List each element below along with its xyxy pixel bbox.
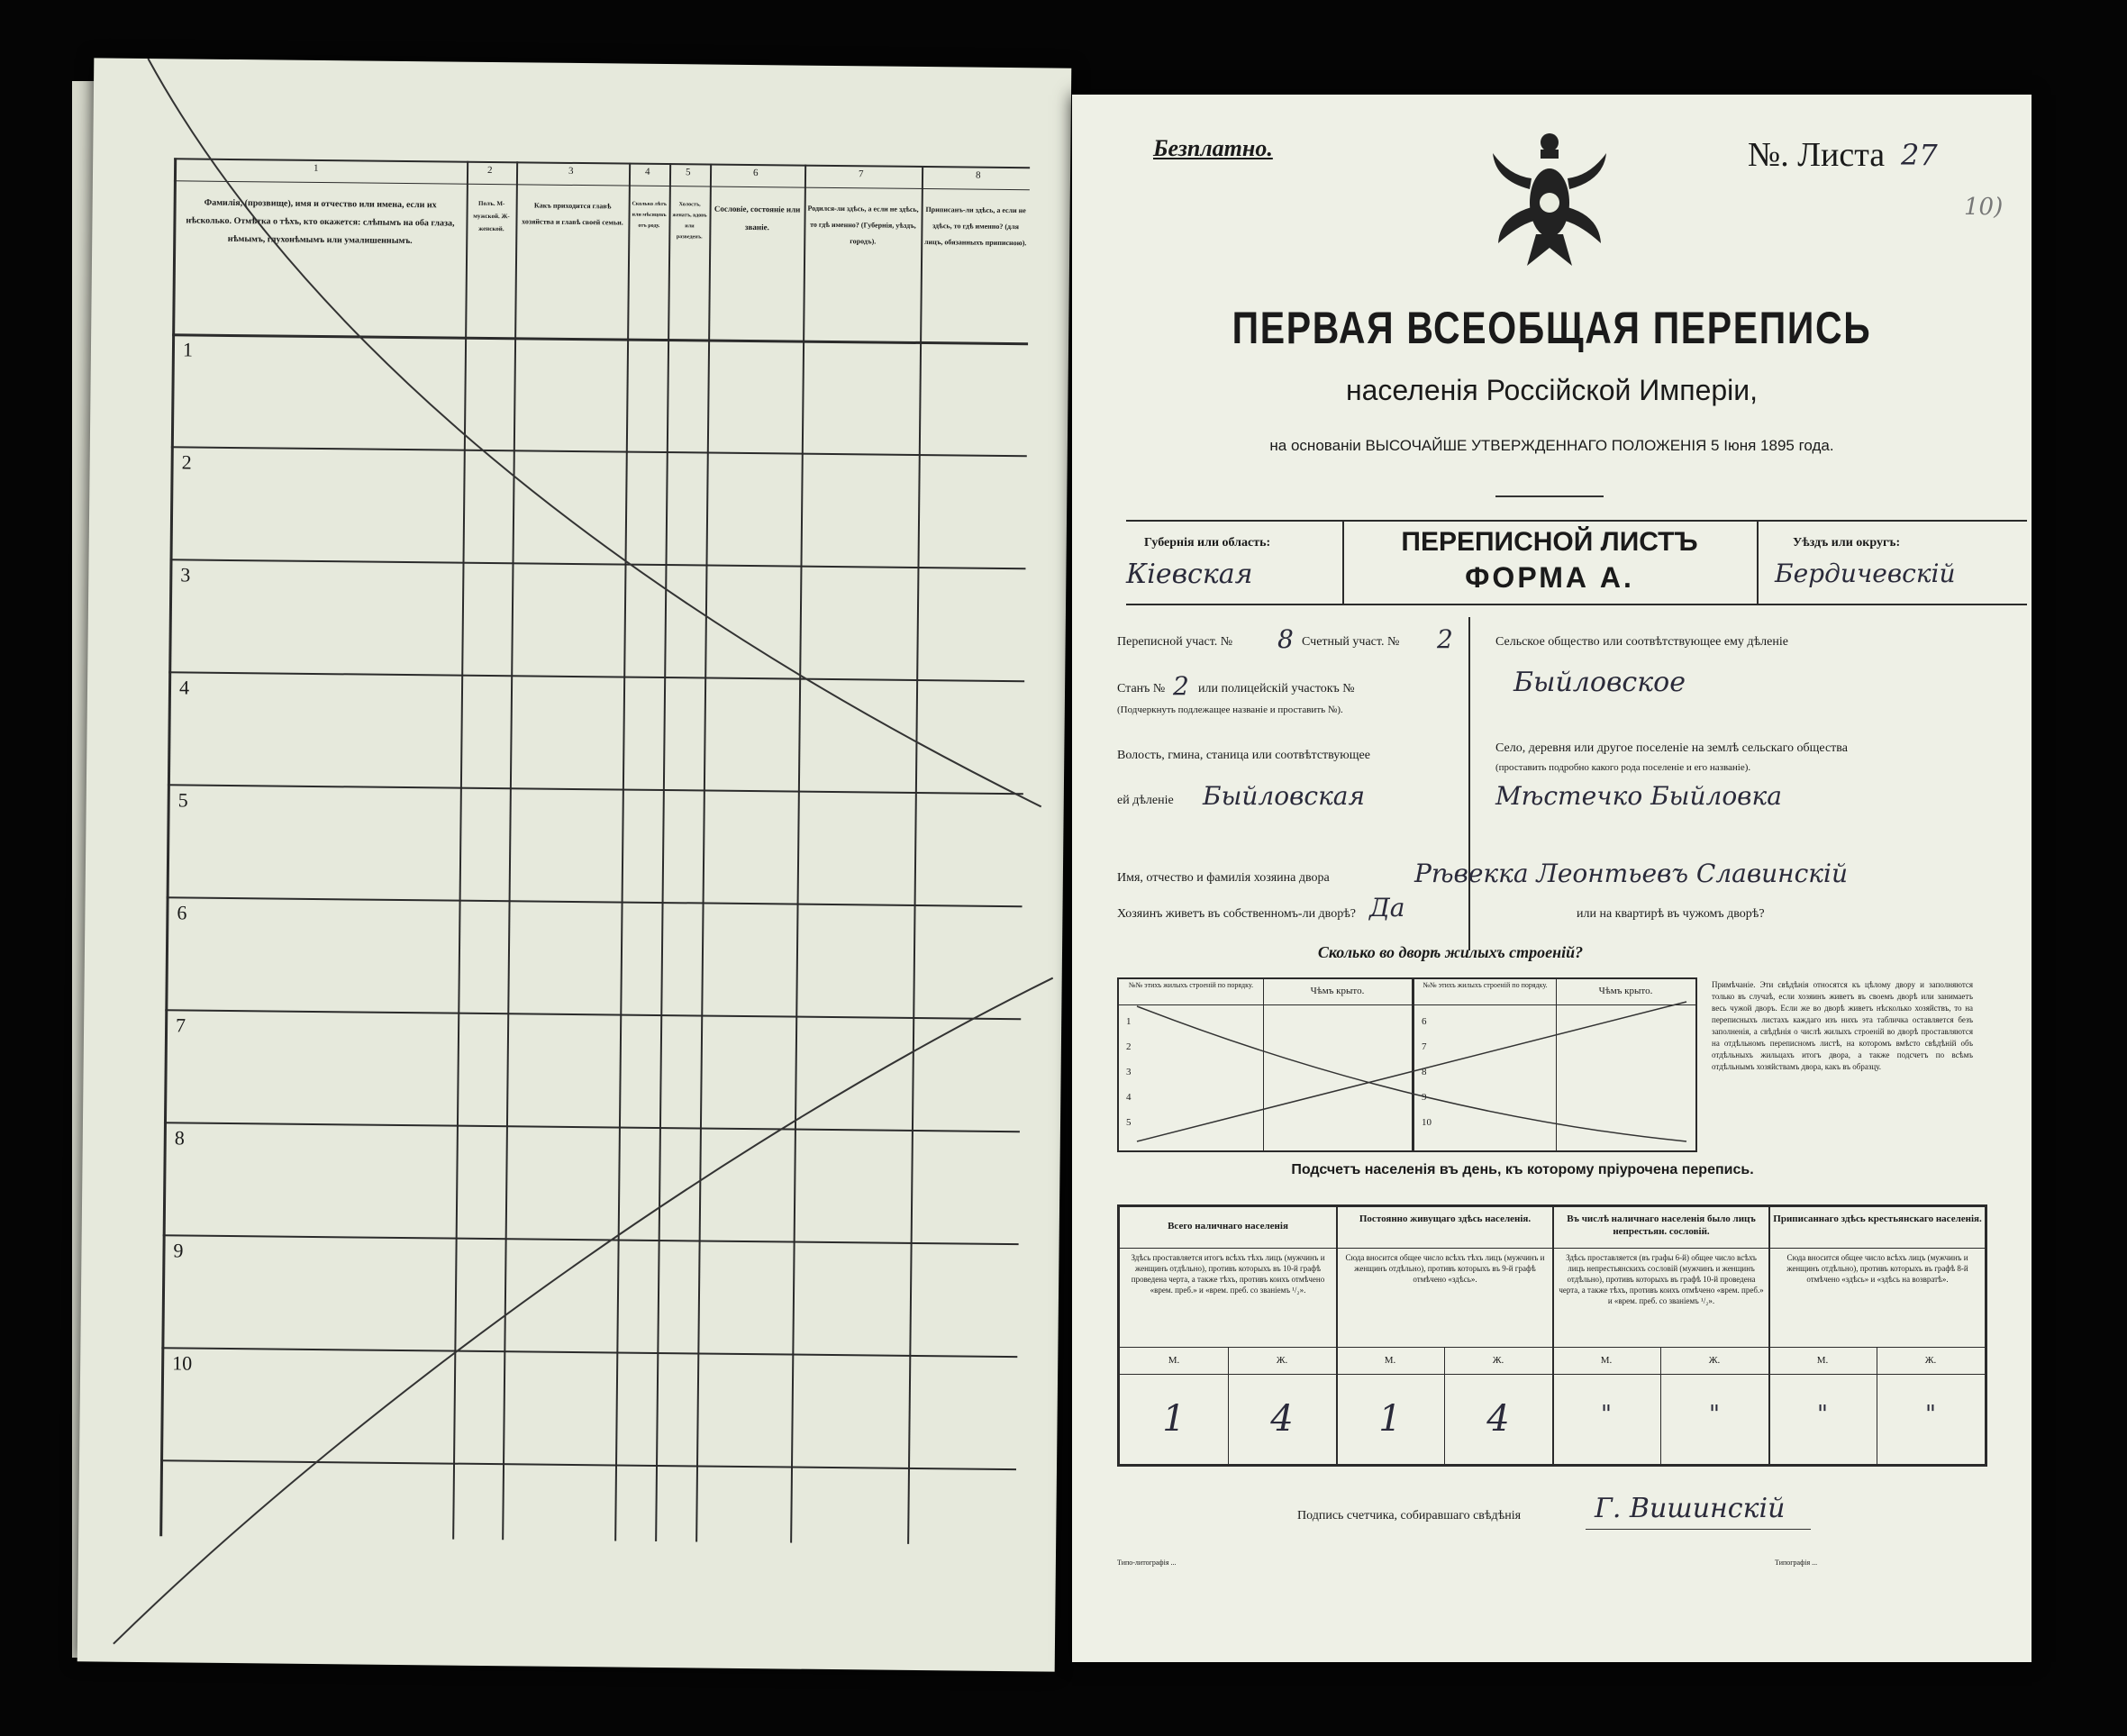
summary-value: ": [1817, 1401, 1828, 1428]
column-number: 8: [975, 169, 981, 181]
building-row-number: 10: [1422, 1117, 1432, 1128]
column-number: 2: [487, 164, 493, 177]
column-number: 3: [568, 165, 574, 177]
sex-label: Ж.: [1276, 1355, 1288, 1366]
footer-right: Типографія ...: [1775, 1559, 1818, 1567]
summary-header: Всего наличнаго населенія: [1168, 1221, 1288, 1232]
cross-out-lines: [77, 58, 1072, 1671]
page-subtitle: населенія Россійской Имперіи,: [1345, 374, 1759, 406]
stan-note: (Подчеркнуть подлежащее названіе и проставить №).: [1117, 704, 1343, 715]
stan-value: 2: [1173, 671, 1189, 701]
free-label: Безплатно.: [1153, 135, 1273, 161]
column-header: Полъ. М-мужской. Ж-женской.: [473, 199, 510, 233]
column-header: Сколько лѣтъ или мѣсяцевъ отъ роду.: [632, 201, 667, 229]
column-header: Приписанъ-ли здѣсь, а если не здѣсь, то гдѣ именно? (для лицъ, обязанныхъ приписною).: [924, 205, 1027, 248]
sheet-number-label: №. Листа: [1748, 136, 1886, 174]
buildings-question: Сколько во дворѣ жилыхъ строеній?: [1317, 943, 1584, 961]
rule: [1757, 520, 1759, 605]
sheet-number-value: 27: [1901, 138, 1938, 172]
summary-note: Сюда вносится общее число всѣхъ лицъ (мужчинъ и женщинъ отдѣльно), противъ которыхъ въ графѣ 8-й отмѣчено «здѣсь» и «здѣсь на возвратѣ».: [1786, 1253, 1968, 1284]
rule: [1126, 604, 2027, 605]
form-title: ПЕРЕПИСНОЙ ЛИСТЪ: [1401, 527, 1698, 557]
signature-value: Г. Вишинскій: [1595, 1493, 1786, 1524]
settlement-note: (проставить подробно какого рода поселеніе и его названіе).: [1495, 762, 1751, 773]
rule: [1468, 617, 1470, 950]
corner-note: 10): [1964, 194, 2004, 221]
summary-note: Здѣсь проставляется итогъ всѣхъ тѣхъ лицъ (мужчинъ и женщинъ отдѣльно), противъ которыхъ въ 10-й графѣ проведена черта, а также тѣхъ, противъ коихъ отмѣчено «врем. преб.» и «врем. преб. со званіемъ ¹/₂».: [1131, 1253, 1325, 1295]
column-header: Холостъ, женатъ, вдовъ или разведенъ.: [672, 202, 707, 241]
sex-label: Ж.: [1924, 1355, 1937, 1366]
form-subtitle: ФОРМА А.: [1465, 561, 1634, 594]
footer-left: Типо-литографія ...: [1117, 1559, 1177, 1567]
right-page: [1072, 95, 2032, 1662]
row-number: 10: [172, 1351, 193, 1375]
summary-header: Постоянно живущаго здѣсь населенія.: [1359, 1213, 1532, 1224]
sex-label: М.: [1384, 1355, 1396, 1366]
note-text: Примѣчаніе. Эти свѣдѣнія относятся къ цѣлому двору и заполняются только въ случаѣ, если хозяинъ живетъ въ своемъ дворѣ или занимаетъ весь чужой дворъ. Если же во дворѣ живетъ нѣсколько хозяйствъ, то на переписныхъ листахъ каждаго изъ нихъ эта табличка оставляется безъ заполненія, а свѣдѣнія о числѣ жилыхъ строеній во дворѣ проставляются на отдѣльномъ переписномъ листѣ, на которомъ вмѣсто свѣдѣній объ отдѣльныхъ жильцахъ итогъ двора, а также подсчетъ по всѣмъ отдѣльнымъ хозяйствамъ двора, какъ въ образцу.: [1712, 980, 1973, 1071]
column-header: Какъ приходится главѣ хозяйства и главѣ своей семьи.: [522, 201, 623, 227]
rule: [1126, 520, 2027, 522]
village-society-label: Сельское общество или соотвѣтствующее ему дѣленіе: [1495, 635, 1788, 649]
own-house-label: Хозяинъ живетъ въ собственномъ-ли дворѣ?: [1117, 907, 1357, 921]
volost-label: Волость, гмина, станица или соотвѣтствующее: [1117, 749, 1370, 762]
summary-value: ": [1709, 1401, 1720, 1428]
sex-label: Ж.: [1492, 1355, 1504, 1366]
row-number: 7: [175, 1013, 186, 1037]
column-header: Сословіе, состояніе или званіе.: [714, 204, 801, 232]
column-number: 1: [314, 162, 319, 174]
summary-value: 1: [1162, 1398, 1186, 1440]
buildings-header: Чѣмъ крыто.: [1598, 986, 1653, 996]
uezd-label: Уѣздъ или округъ:: [1793, 536, 1901, 550]
summary-value: ": [1925, 1401, 1936, 1428]
column-number: 7: [858, 168, 864, 180]
building-row-number: 2: [1126, 1041, 1132, 1052]
owner-label: Имя, отчество и фамилія хозяина двора: [1117, 871, 1330, 885]
buildings-table: [1117, 977, 1697, 1152]
column-number: 5: [685, 167, 691, 178]
summary-note: Сюда вносится общее число всѣхъ тѣхъ лицъ (мужчинъ и женщинъ отдѣльно), противъ которыхъ въ 9-й графѣ отмѣчено «здѣсь».: [1345, 1253, 1545, 1284]
settlement-value: Мѣстечко Быйловка: [1495, 781, 1782, 811]
building-row-number: 1: [1126, 1016, 1132, 1027]
rule: [1120, 1347, 1985, 1348]
guberniya-label: Губернія или область:: [1144, 536, 1271, 550]
left-page: [77, 58, 1072, 1671]
summary-value: 1: [1378, 1398, 1402, 1440]
stan-label: Станъ №: [1117, 682, 1166, 695]
sex-label: Ж.: [1708, 1355, 1721, 1366]
counting-section-label: Счетный участ. №: [1302, 635, 1400, 649]
row-number: 8: [174, 1126, 185, 1150]
page-title: ПЕРВАЯ ВСЕОБЩАЯ ПЕРЕПИСЬ: [1232, 303, 1872, 353]
owner-value: Рѣвекка Леонтьевъ Славинскій: [1414, 859, 1849, 888]
sex-label: М.: [1600, 1355, 1613, 1366]
building-row-number: 8: [1422, 1067, 1427, 1077]
ornament-divider: [1495, 495, 1604, 497]
own-house-value: Да: [1369, 893, 1405, 923]
sex-label: М.: [1168, 1355, 1180, 1366]
summary-note: Здѣсь проставляется (въ графы 6-й) общее число всѣхъ лицъ непрестьянскихъ сословій (мужчинъ и женщинъ отдѣльно), противъ которыхъ въ графѣ 10-й проведена черта, а также тѣхъ, противъ коихъ отмѣчено «врем. преб.» и «врем. преб. со званіемъ ¹/₂».: [1559, 1253, 1764, 1305]
building-row-number: 3: [1126, 1067, 1132, 1077]
buildings-header: №№ этихъ жилыхъ строеній по порядку.: [1128, 981, 1254, 989]
signature-line: [1586, 1529, 1811, 1530]
column-header: Фамилія, (прозвище), имя и отчество или имена, если их нѣсколько. Отмѣтка о тѣхъ, кто окажется: слѣпымъ на оба глаза, нѣмымъ, глухонѣмымъ или умалишеннымъ.: [186, 197, 455, 247]
summary-value: 4: [1270, 1398, 1294, 1440]
building-row-number: 6: [1422, 1016, 1427, 1027]
rule: [1120, 1374, 1985, 1375]
counting-section-value: 2: [1437, 624, 1453, 654]
building-row-number: 5: [1126, 1117, 1132, 1128]
census-section-value: 8: [1277, 624, 1294, 654]
stan-rest: или полицейскій участокъ №: [1198, 682, 1355, 695]
buildings-header: №№ этихъ жилыхъ строеній по порядку.: [1423, 981, 1548, 989]
rule: [1120, 1248, 1985, 1249]
building-row-number: 4: [1126, 1092, 1132, 1103]
row-number: 6: [177, 901, 187, 924]
basis-line: на основаніи ВЫСОЧАЙШЕ УТВЕРЖДЕННАГО ПОЛОЖЕНІЯ 5 Іюня 1895 года.: [1269, 437, 1834, 454]
volost-label-2: ей дѣленіе: [1117, 794, 1174, 807]
row-number: 5: [177, 788, 188, 812]
rented-label: или на квартирѣ въ чужомъ дворѣ?: [1577, 907, 1765, 921]
sex-label: М.: [1816, 1355, 1829, 1366]
summary-title: Подсчетъ населенія въ день, къ которому пріурочена перепись.: [1291, 1162, 1754, 1177]
summary-table: [1117, 1204, 1987, 1467]
uezd-value: Бердичевскій: [1775, 559, 1956, 588]
village-society-value: Быйловское: [1513, 667, 1686, 698]
guberniya-value: Кіевская: [1126, 559, 1253, 590]
summary-header: Приписаннаго здѣсь крестьянскаго населенія.: [1773, 1213, 1982, 1224]
buildings-header: Чѣмъ крыто.: [1310, 986, 1365, 996]
settlement-label: Село, деревня или другое поселеніе на землѣ сельскаго общества: [1495, 741, 1848, 755]
row-number: 9: [173, 1239, 184, 1262]
census-section-label: Переписной участ. №: [1117, 635, 1233, 649]
summary-value: ": [1601, 1401, 1612, 1428]
cross-out-lines: [1119, 979, 1695, 1150]
row-number: 3: [180, 563, 191, 586]
eagle-icon: [1491, 126, 1608, 270]
building-row-number: 7: [1422, 1041, 1427, 1052]
building-row-number: 9: [1422, 1092, 1427, 1103]
column-number: 6: [752, 168, 759, 179]
row-number: 2: [181, 450, 192, 474]
row-number: 4: [178, 676, 190, 699]
signature-label: Подпись счетчика, собиравшаго свѣдѣнія: [1297, 1509, 1522, 1522]
summary-value: 4: [1486, 1398, 1510, 1440]
volost-value: Быйловская: [1203, 781, 1366, 811]
row-number: 1: [182, 338, 194, 361]
summary-header: Въ числѣ наличнаго населенія было лицъ непрестьян. сословій.: [1567, 1213, 1756, 1237]
column-header: Родился-ли здѣсь, а если не здѣсь, то гдѣ именно? (Губернія, уѣздъ, городъ).: [807, 204, 919, 246]
column-number: 4: [644, 166, 650, 177]
